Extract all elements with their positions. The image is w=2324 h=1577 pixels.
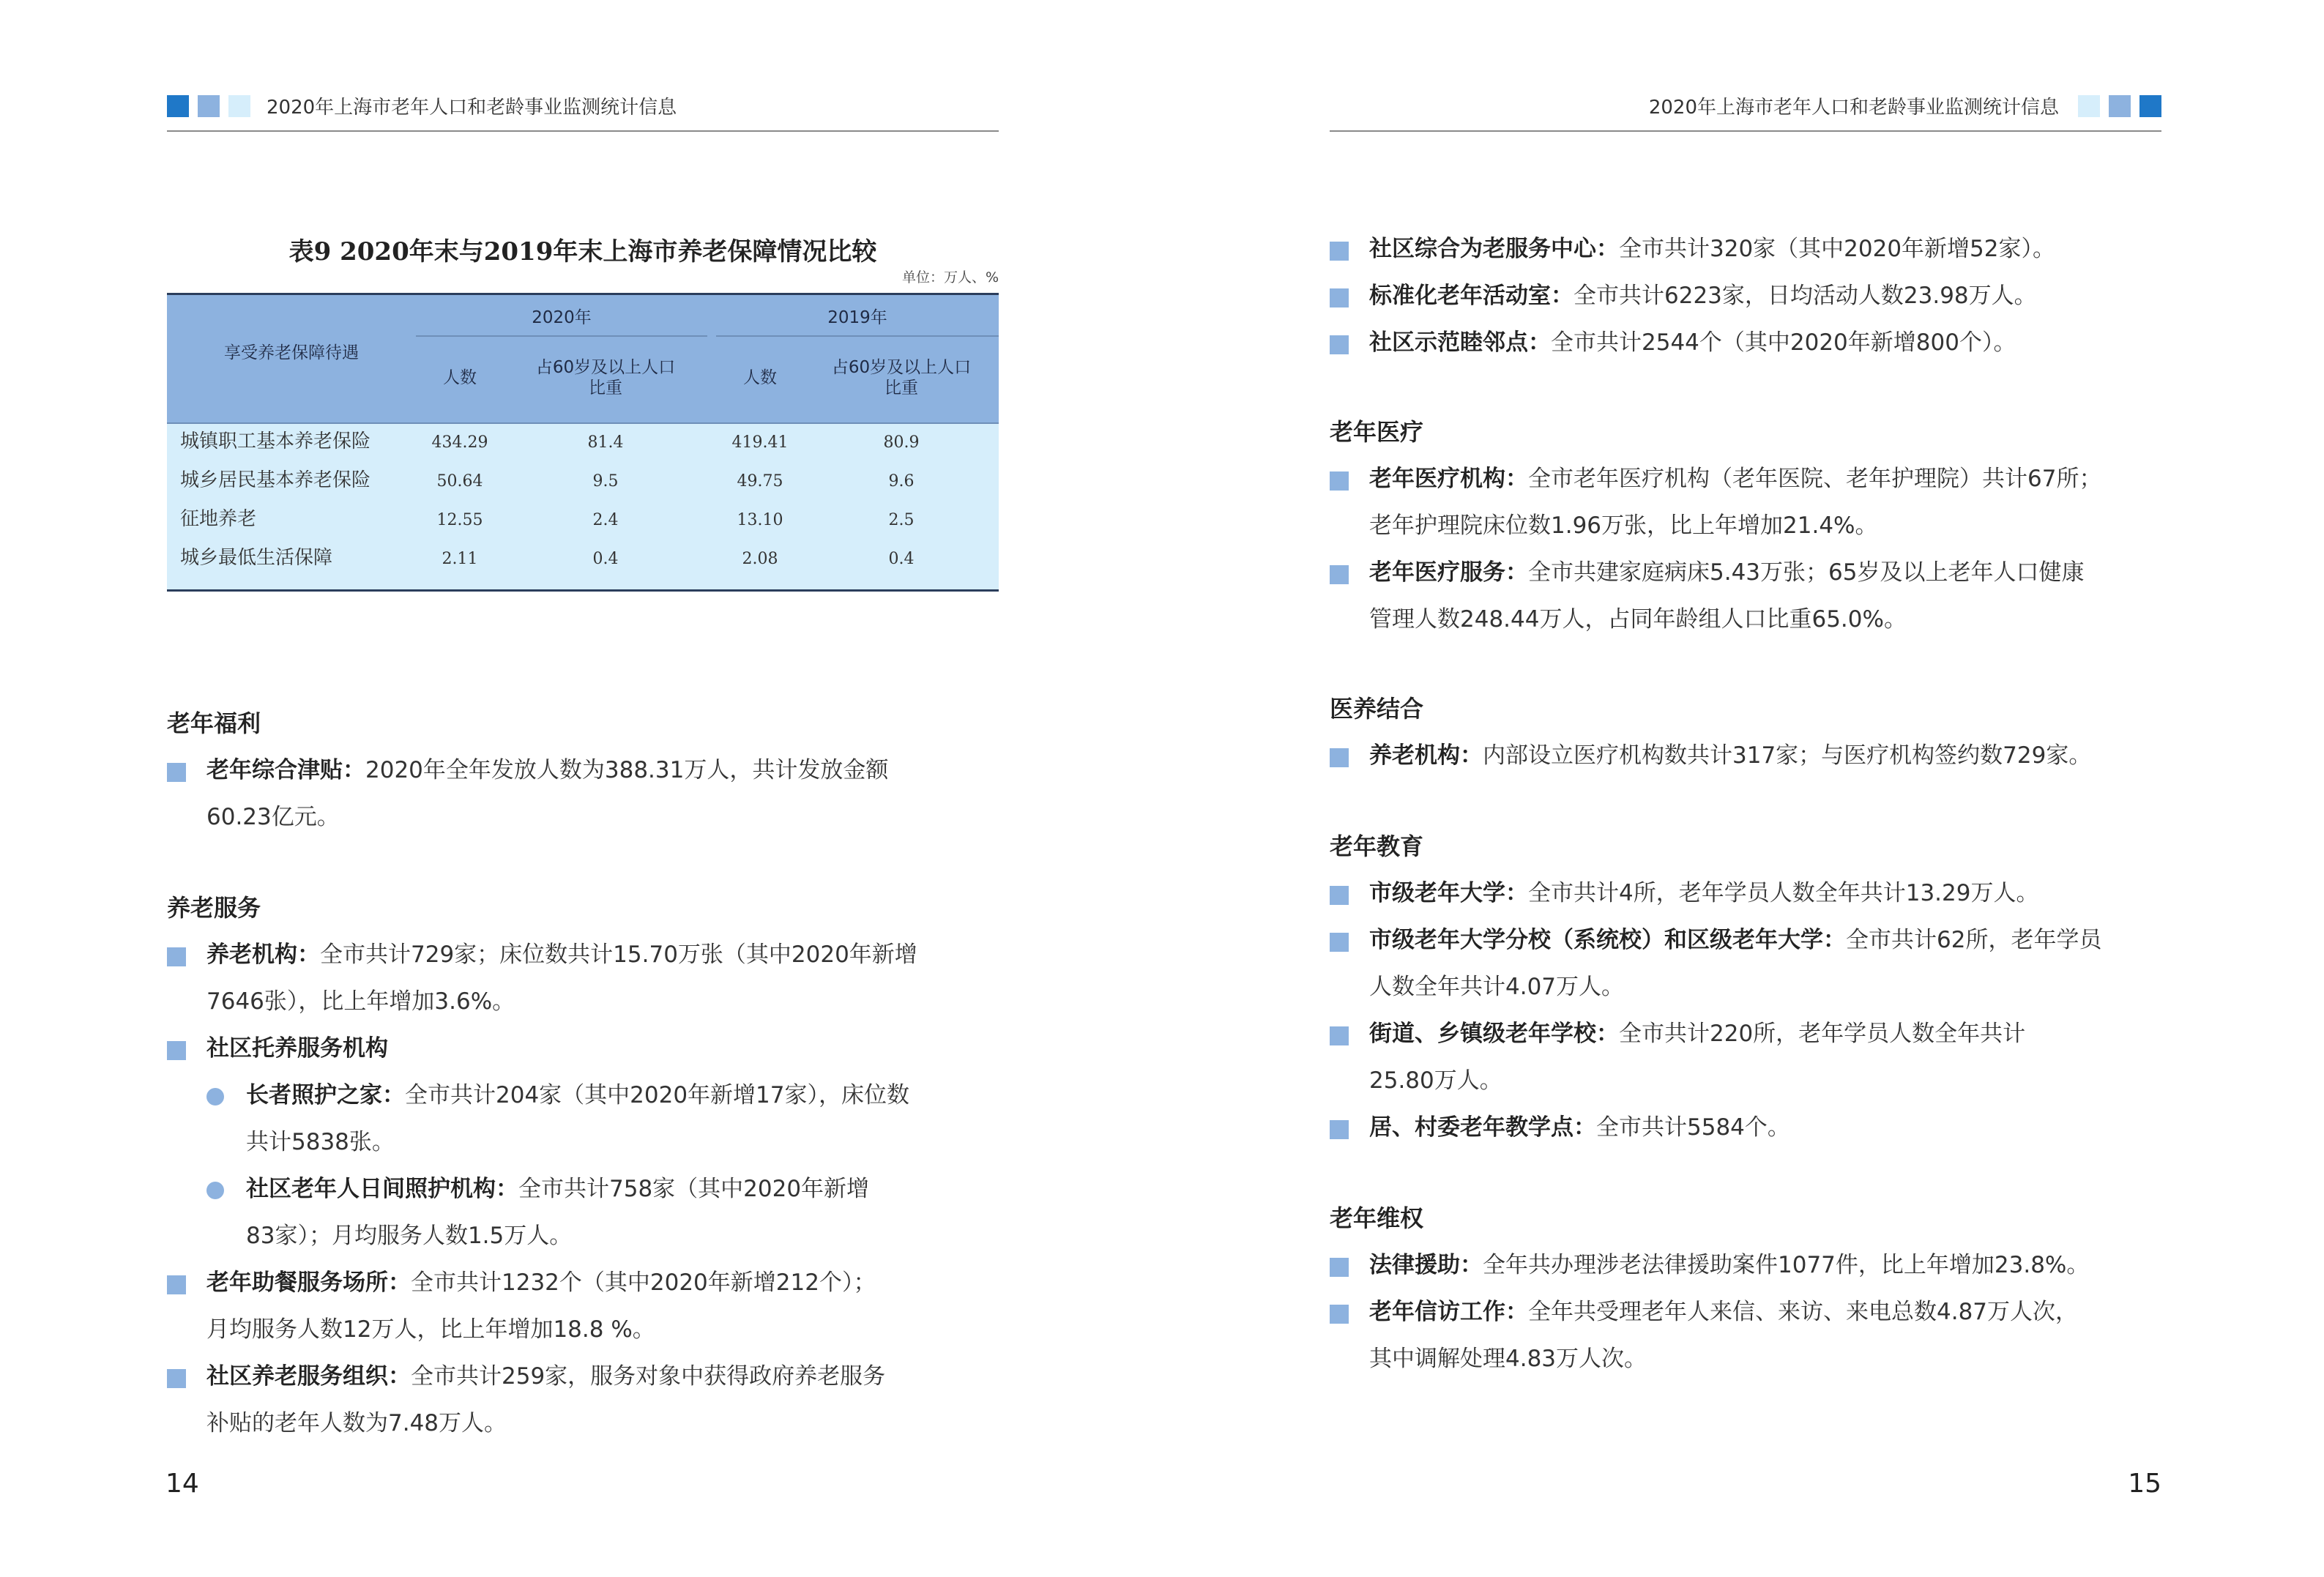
item-text: 全年共受理老年人来信、来访、来电总数4.87万人次， xyxy=(1528,1299,2079,1325)
item-line: 60.23亿元。 xyxy=(206,804,340,830)
section-title-rights: 老年维权 xyxy=(1330,1204,1424,1232)
section-title-integration: 医养结合 xyxy=(1330,695,1424,723)
header-square-light xyxy=(228,95,250,117)
item-line: 人数全年共计4.07万人。 xyxy=(1369,974,1625,1000)
item-line xyxy=(206,1353,1009,1400)
square-bullet-icon xyxy=(1330,242,1349,261)
item-line xyxy=(1369,549,2172,596)
table-top-rule xyxy=(167,293,999,295)
item-line xyxy=(1369,1010,2172,1057)
item-text: 全市共计62所，老年学员 xyxy=(1846,927,2102,953)
item-text: 全市共计758家（其中2020年新增 xyxy=(518,1176,870,1202)
sub-list-item xyxy=(206,1072,1009,1166)
item-label: 老年综合津贴： xyxy=(206,757,365,783)
list-item xyxy=(1330,455,2172,549)
item-line xyxy=(1369,1289,2172,1335)
table-cell: 434.29 xyxy=(431,433,488,452)
item-label: 老年信访工作： xyxy=(1369,1299,1528,1325)
table-cell: 12.55 xyxy=(436,511,483,529)
list-item xyxy=(167,1025,1009,1072)
table-group-rule-2019 xyxy=(716,335,999,337)
square-bullet-icon xyxy=(167,1369,186,1388)
item-label: 养老机构： xyxy=(206,942,320,968)
item-line xyxy=(1369,225,2172,272)
item-label: 居、村委老年教学点： xyxy=(1369,1114,1596,1141)
item-label: 养老机构： xyxy=(1369,742,1483,769)
table-cell: 50.64 xyxy=(436,472,483,491)
section-title-education: 老年教育 xyxy=(1330,832,1424,860)
table-unit: 单位：万人、% xyxy=(901,269,999,286)
table-row-label: 城乡居民基本养老保险 xyxy=(180,469,371,491)
item-line: 管理人数248.44万人，占同年龄组人口比重65.0%。 xyxy=(1369,606,1907,633)
item-label: 老年医疗机构： xyxy=(1369,466,1528,492)
list-item xyxy=(1330,319,2172,366)
pension-table xyxy=(167,293,999,593)
square-bullet-icon xyxy=(1330,288,1349,307)
item-text: 2020年全年发放人数为388.31万人，共计发放金额 xyxy=(365,757,889,783)
item-line xyxy=(246,1166,1009,1212)
header-square-mid xyxy=(2109,95,2131,117)
item-text: 全市共计220所，老年学员人数全年共计 xyxy=(1619,1021,2026,1047)
table-title: 表9 2020年末与2019年末上海市养老保障情况比较 xyxy=(288,237,877,266)
round-bullet-icon xyxy=(206,1088,224,1106)
square-bullet-icon xyxy=(1330,335,1349,354)
square-bullet-icon xyxy=(1330,1026,1349,1045)
item-label: 标准化老年活动室： xyxy=(1369,283,1573,309)
square-bullet-icon xyxy=(1330,1305,1349,1324)
item-line: 25.80万人。 xyxy=(1369,1067,1502,1094)
square-bullet-icon xyxy=(1330,1258,1349,1277)
table-cell: 2.08 xyxy=(742,550,778,568)
share-line1: 占60岁及以上人口 xyxy=(831,358,972,377)
list-item xyxy=(1330,549,2172,643)
item-text: 全市共计5584个。 xyxy=(1596,1114,1790,1141)
list-item xyxy=(1330,225,2172,272)
table-cell: 2.4 xyxy=(592,511,619,529)
column-group-2020: 2020年 xyxy=(532,308,592,327)
table-cell: 9.5 xyxy=(592,472,619,491)
item-line xyxy=(1369,319,2172,366)
table-cell: 13.10 xyxy=(737,511,783,529)
item-label: 老年医疗服务： xyxy=(1369,559,1528,586)
square-bullet-icon xyxy=(1330,471,1349,491)
item-line xyxy=(1369,732,2172,779)
item-label: 社区老年人日间照护机构： xyxy=(246,1176,518,1202)
table-cell: 80.9 xyxy=(883,433,920,452)
item-text: 全市共计259家，服务对象中获得政府养老服务 xyxy=(411,1363,886,1390)
square-bullet-icon xyxy=(1330,933,1349,952)
right-page xyxy=(1162,0,2324,1577)
item-line: 7646张），比上年增加3.6%。 xyxy=(206,988,515,1015)
list-item xyxy=(1330,917,2172,1010)
table-cell: 81.4 xyxy=(587,433,624,452)
square-bullet-icon xyxy=(1330,1120,1349,1139)
table-cell: 49.75 xyxy=(737,472,783,491)
item-text: 全市共计2544个（其中2020年新增800个）。 xyxy=(1551,329,2016,356)
item-text: 全市共计6223家，日均活动人数23.98万人。 xyxy=(1573,283,2037,309)
column-header-share-2020 xyxy=(504,357,707,398)
column-header-share-2019 xyxy=(804,357,999,398)
table-bottom-rule xyxy=(167,589,999,592)
item-line xyxy=(1369,1242,2172,1289)
item-line: 其中调解处理4.83万人次。 xyxy=(1369,1346,1647,1372)
item-label: 长者照护之家： xyxy=(246,1082,405,1108)
square-bullet-icon xyxy=(1330,748,1349,767)
item-line xyxy=(206,1025,1009,1072)
item-line: 共计5838张。 xyxy=(246,1129,395,1155)
item-label: 社区综合为老服务中心： xyxy=(1369,236,1619,262)
header-title: 2020年上海市老年人口和老龄事业监测统计信息 xyxy=(267,97,677,119)
table-row-label: 城镇职工基本养老保险 xyxy=(180,430,371,452)
item-text: 全市老年医疗机构（老年医院、老年护理院）共计67所； xyxy=(1528,466,2102,492)
table-group-rule-2020 xyxy=(416,335,707,337)
list-item xyxy=(1330,732,2172,779)
section-title-welfare: 老年福利 xyxy=(167,709,261,737)
page-number: 14 xyxy=(165,1469,199,1499)
item-text: 全市共计4所，老年学员人数全年共计13.29万人。 xyxy=(1528,880,2039,906)
item-label: 市级老年大学分校（系统校）和区级老年大学： xyxy=(1369,927,1846,953)
table-cell: 0.4 xyxy=(888,550,915,568)
column-header-count-2020: 人数 xyxy=(443,368,477,387)
header-rule xyxy=(167,130,999,132)
list-item xyxy=(167,1353,1009,1447)
list-item xyxy=(167,1259,1009,1353)
section-title-medical: 老年医疗 xyxy=(1330,418,1424,446)
list-item xyxy=(1330,1242,2172,1289)
item-line xyxy=(1369,455,2172,502)
item-text: 全市共计1232个（其中2020年新增212个）； xyxy=(411,1270,876,1296)
header-title: 2020年上海市老年人口和老龄事业监测统计信息 xyxy=(1648,97,2059,119)
list-item xyxy=(1330,870,2172,917)
header-square-dark xyxy=(2139,95,2161,117)
item-label: 法律援助： xyxy=(1369,1252,1483,1278)
page-header xyxy=(167,88,999,132)
item-line: 83家）；月均服务人数1.5万人。 xyxy=(246,1223,573,1249)
item-line xyxy=(1369,917,2172,963)
square-bullet-icon xyxy=(167,947,186,966)
item-text: 全市共计729家；床位数共计15.70万张（其中2020年新增 xyxy=(320,942,917,968)
item-line xyxy=(206,931,1009,978)
round-bullet-icon xyxy=(206,1182,224,1199)
item-label: 社区示范睦邻点： xyxy=(1369,329,1551,356)
share-line2: 比重 xyxy=(884,379,918,398)
item-line xyxy=(1369,1104,2172,1151)
list-item xyxy=(1330,1010,2172,1104)
item-label: 市级老年大学： xyxy=(1369,880,1528,906)
list-item xyxy=(167,931,1009,1025)
share-line1: 占60岁及以上人口 xyxy=(535,358,676,377)
table-cell: 419.41 xyxy=(731,433,789,452)
item-line xyxy=(246,1072,1009,1119)
column-header-category: 享受养老保障待遇 xyxy=(224,343,359,362)
item-line xyxy=(206,1259,1009,1306)
section-title-service: 养老服务 xyxy=(167,894,261,922)
table-row-label: 城乡最低生活保障 xyxy=(180,547,333,569)
item-label: 社区托养服务机构 xyxy=(206,1035,388,1062)
table-cell: 0.4 xyxy=(592,550,619,568)
table-cell: 2.5 xyxy=(888,511,915,529)
square-bullet-icon xyxy=(167,1275,186,1294)
list-item xyxy=(1330,272,2172,319)
list-item xyxy=(167,747,1009,840)
item-text: 全市共计204家（其中2020年新增17家），床位数 xyxy=(405,1082,910,1108)
item-line xyxy=(1369,870,2172,917)
item-line: 补贴的老年人数为7.48万人。 xyxy=(206,1410,507,1436)
header-square-dark xyxy=(167,95,189,117)
header-square-light xyxy=(2078,95,2100,117)
page-number: 15 xyxy=(2128,1469,2161,1499)
table-cell: 2.11 xyxy=(442,550,478,568)
table-row-label: 征地养老 xyxy=(180,508,257,530)
table-head-rule xyxy=(167,422,999,424)
table-cell: 9.6 xyxy=(888,472,915,491)
item-label: 街道、乡镇级老年学校： xyxy=(1369,1021,1619,1047)
item-label: 社区养老服务组织： xyxy=(206,1363,411,1390)
item-text: 内部设立医疗机构数共计317家；与医疗机构签约数729家。 xyxy=(1483,742,2092,769)
share-line2: 比重 xyxy=(589,379,622,398)
list-item xyxy=(1330,1289,2172,1382)
column-header-count-2019: 人数 xyxy=(743,368,777,387)
item-label: 老年助餐服务场所： xyxy=(206,1270,411,1296)
square-bullet-icon xyxy=(167,1041,186,1060)
item-line xyxy=(206,747,1009,794)
item-line: 老年护理院床位数1.96万张，比上年增加21.4%。 xyxy=(1369,512,1878,539)
square-bullet-icon xyxy=(167,763,186,782)
column-group-2019: 2019年 xyxy=(827,308,887,327)
item-text: 全年共办理涉老法律援助案件1077件，比上年增加23.8%。 xyxy=(1483,1252,2090,1278)
item-text: 全市共计320家（其中2020年新增52家）。 xyxy=(1619,236,2056,262)
list-item xyxy=(1330,1104,2172,1151)
square-bullet-icon xyxy=(1330,565,1349,584)
item-line: 月均服务人数12万人，比上年增加18.8 %。 xyxy=(206,1316,655,1343)
item-line xyxy=(1369,272,2172,319)
square-bullet-icon xyxy=(1330,886,1349,905)
sub-list-item xyxy=(206,1166,1009,1259)
page-header xyxy=(1330,88,2161,132)
header-square-mid xyxy=(198,95,220,117)
item-text: 全市共建家庭病床5.43万张；65岁及以上老年人口健康 xyxy=(1528,559,2085,586)
header-rule xyxy=(1330,130,2161,132)
